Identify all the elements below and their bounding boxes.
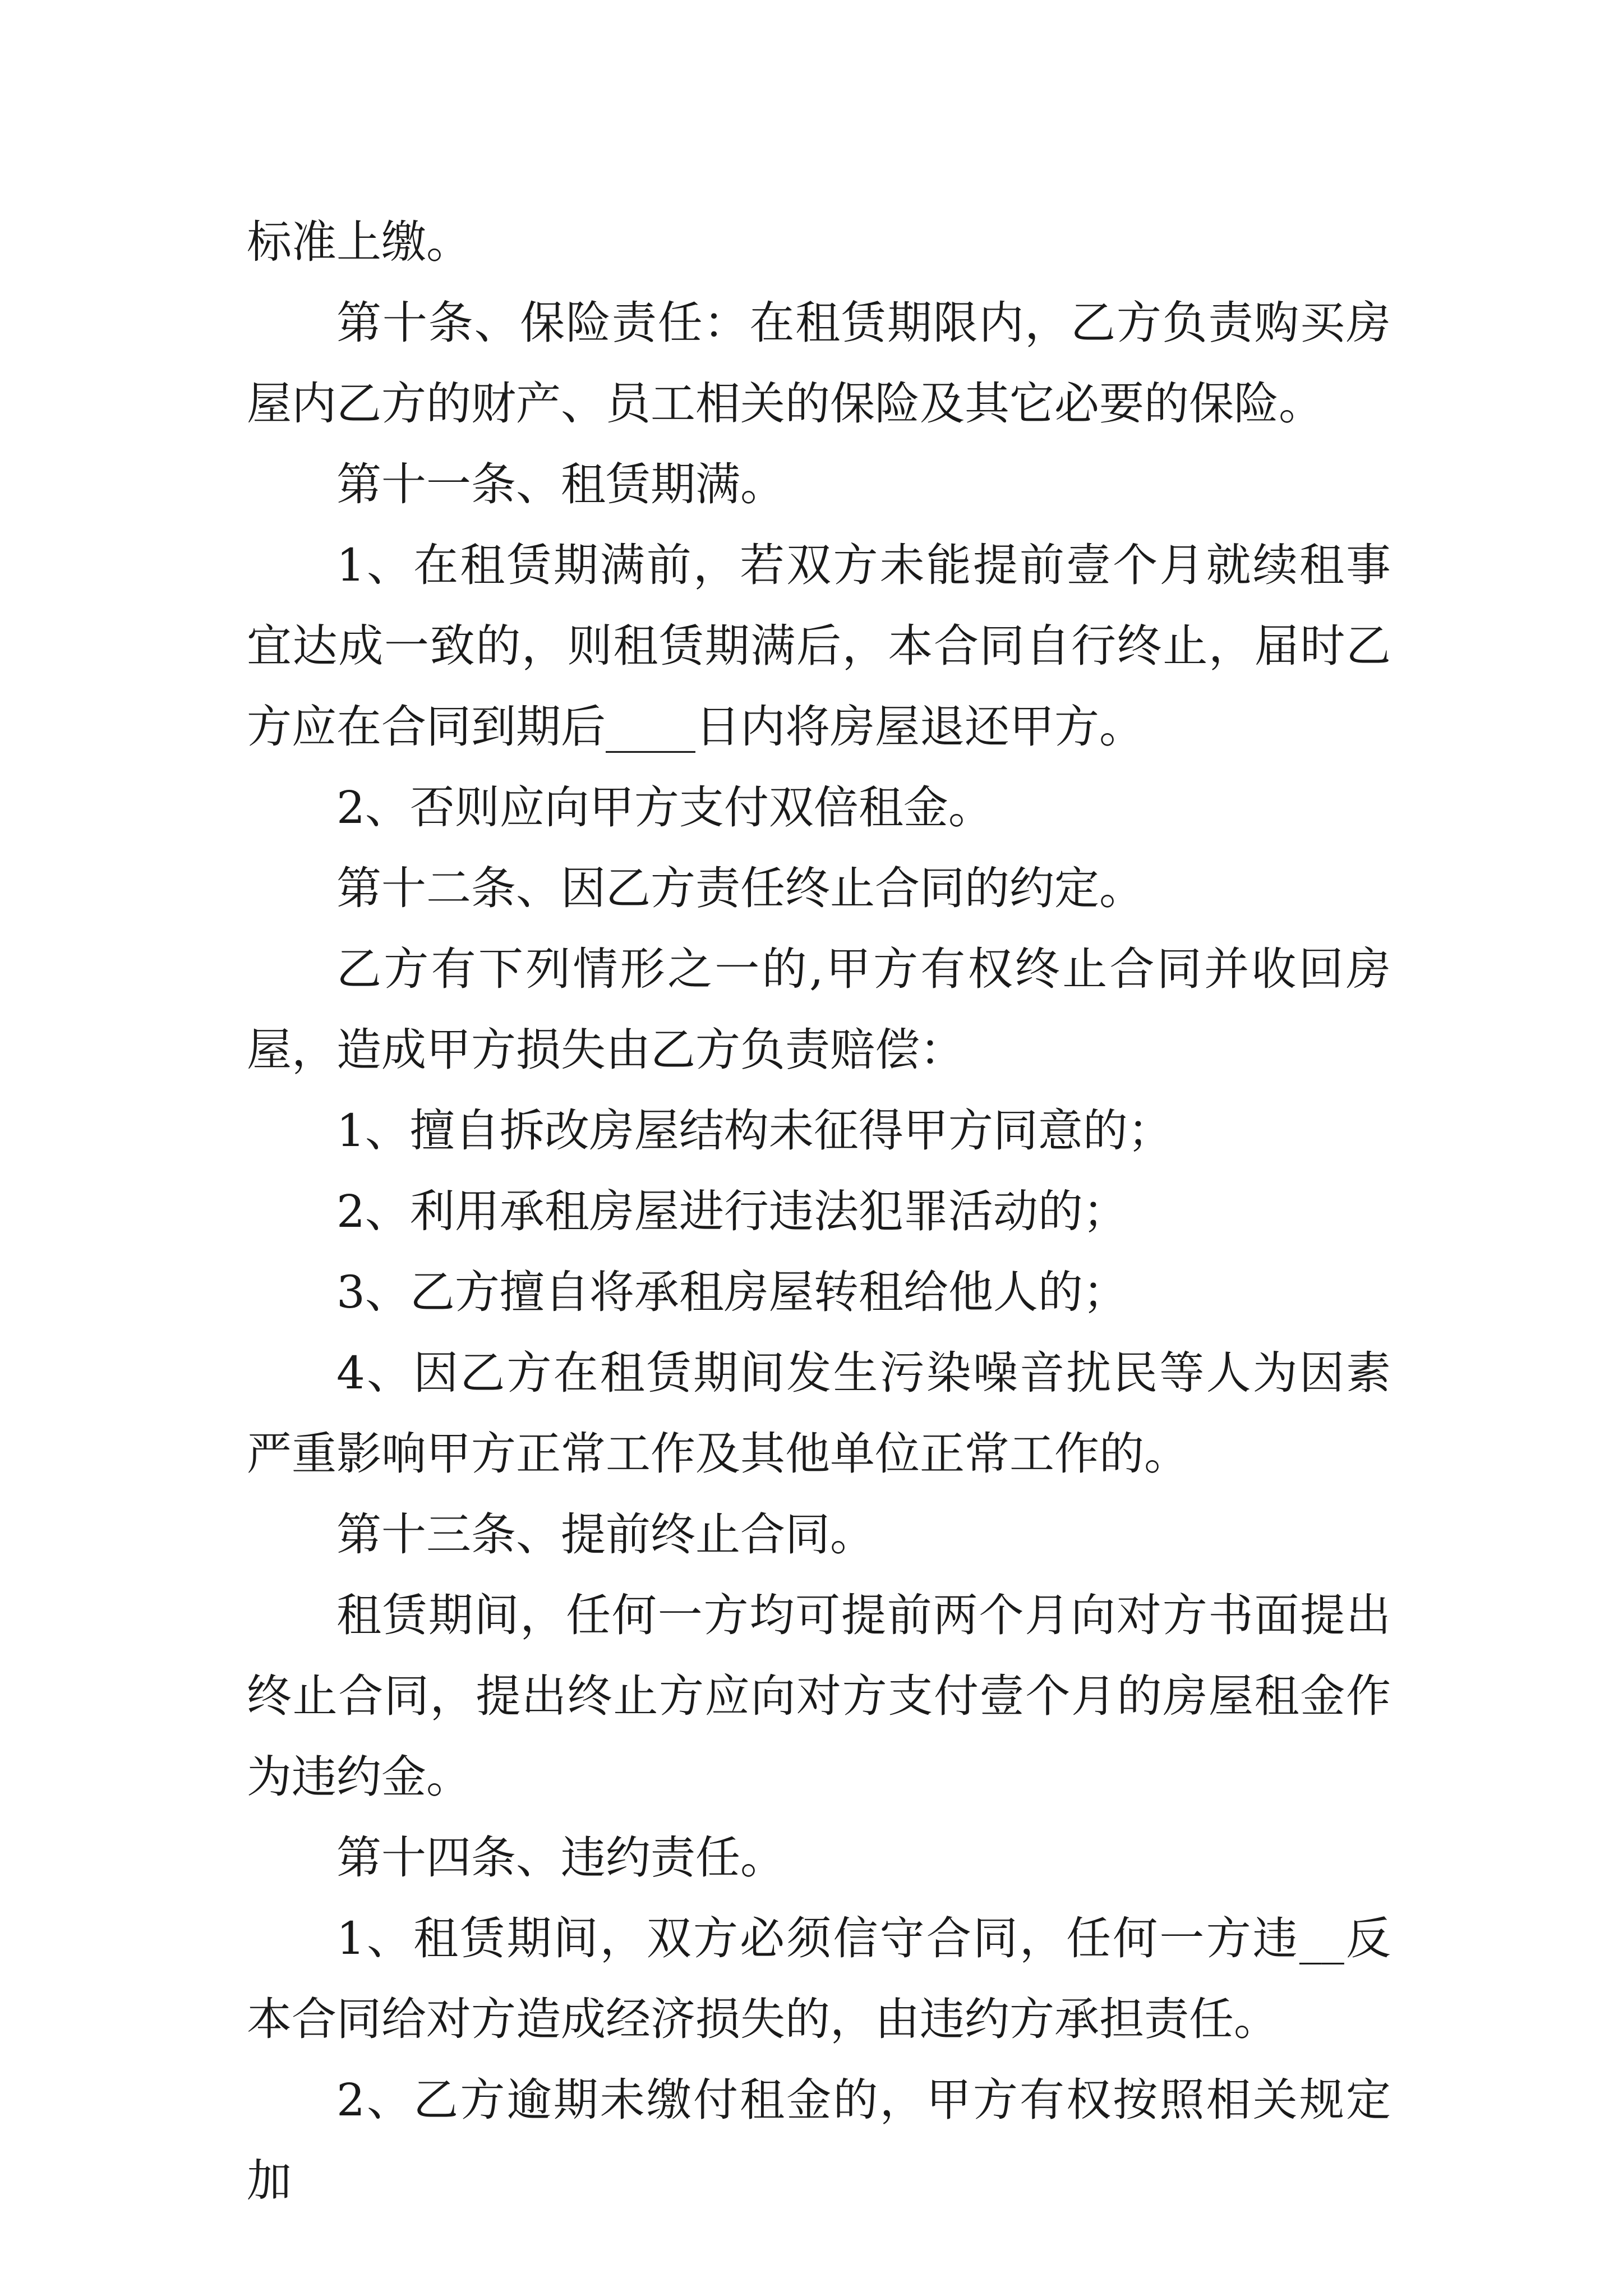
paragraph-7: 乙方有下列情形之一的,甲方有权终止合同并收回房屋，造成甲方损失由乙方负责赔偿： bbox=[247, 943, 1391, 1076]
paragraph-16: 2、乙方逾期未缴付租金的，甲方有权按照相关规定加 bbox=[247, 2074, 1391, 2207]
paragraph-3: 第十一条、租赁期满。 bbox=[336, 458, 785, 510]
paragraph-5: 2、否则应向甲方支付双倍租金。 bbox=[336, 781, 993, 834]
paragraph-10: 3、乙方擅自将承租房屋转租给他人的； bbox=[336, 1266, 1128, 1318]
paragraph-13: 租赁期间，任何一方均可提前两个月向对方书面提出终止合同，提出终止方应向对方支付壹个月的房屋租金作为违约金。 bbox=[247, 1589, 1391, 1803]
paragraph-9: 2、利用承租房屋进行违法犯罪活动的； bbox=[336, 1185, 1128, 1237]
paragraph-12: 第十三条、提前终止合同。 bbox=[336, 1508, 875, 1561]
paragraph-6: 第十二条、因乙方责任终止合同的约定。 bbox=[336, 862, 1144, 914]
paragraph-14: 第十四条、违约责任。 bbox=[336, 1832, 785, 1884]
paragraph-11: 4、因乙方在租赁期间发生污染噪音扰民等人为因素严重影响甲方正常工作及其他单位正常工作的。 bbox=[247, 1347, 1391, 1480]
paragraph-1: 标准上缴。 bbox=[247, 216, 471, 268]
document-body bbox=[247, 202, 1391, 2221]
paragraph-2: 第十条、保险责任：在租赁期限内，乙方负责购买房屋内乙方的财产、员工相关的保险及其它必要的保险。 bbox=[247, 297, 1391, 430]
paragraph-4: 1、在租赁期满前，若双方未能提前壹个月就续租事宜达成一致的，则租赁期满后，本合同自行终止，届时乙方应在合同到期后____日内将房屋退还甲方。 bbox=[247, 539, 1391, 753]
paragraph-8: 1、擅自拆改房屋结构未征得甲方同意的； bbox=[336, 1105, 1173, 1157]
paragraph-15: 1、租赁期间，双方必须信守合同，任何一方违__反本合同给对方造成经济损失的，由违约方承担责任。 bbox=[247, 1912, 1391, 2045]
